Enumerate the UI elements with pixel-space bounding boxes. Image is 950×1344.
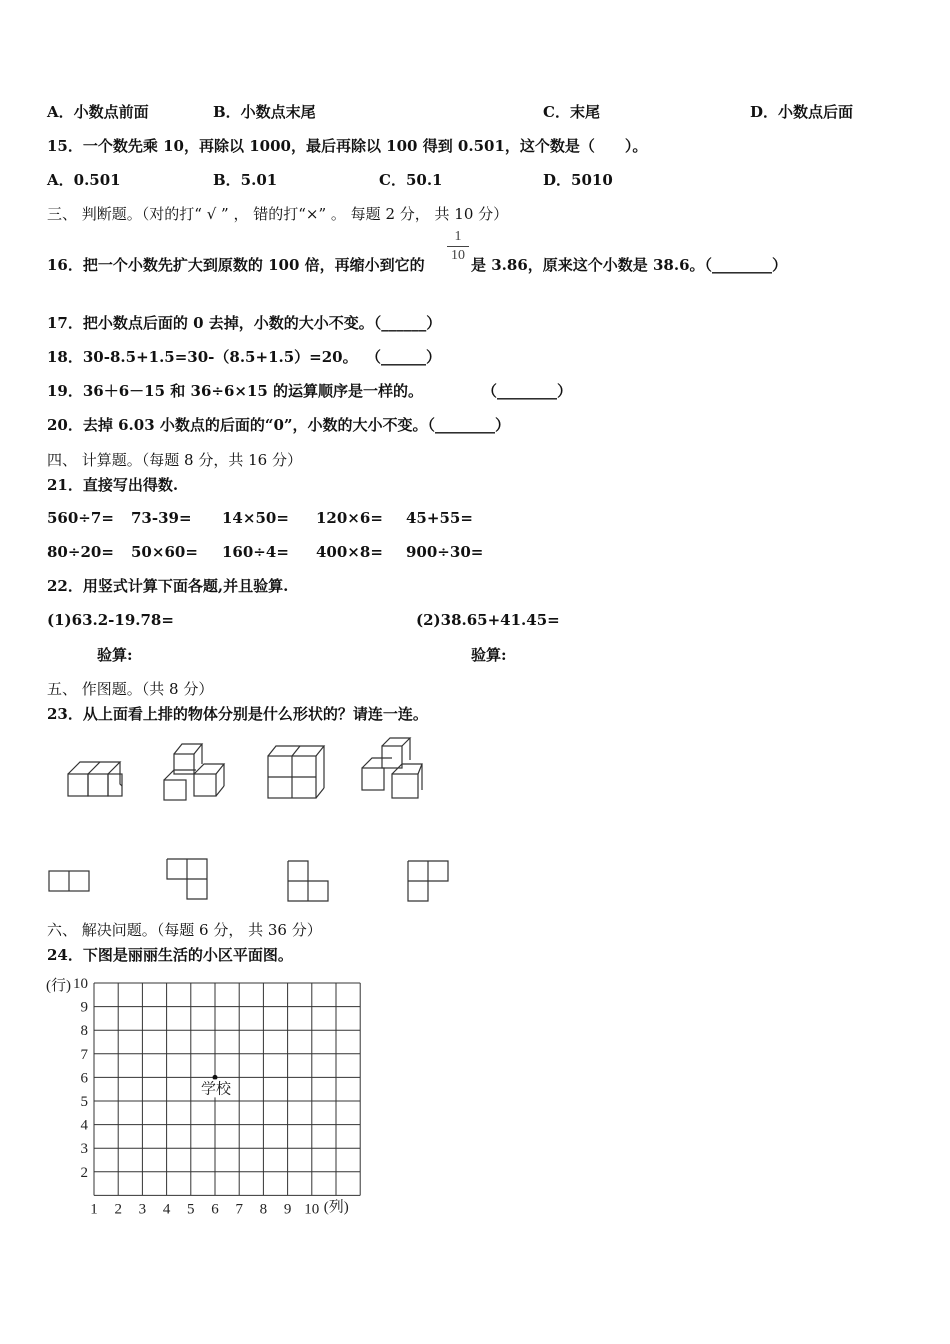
cube-figure-4 (358, 734, 426, 802)
q18-text: 18．30-8.5+1.5=30-（8.5+1.5）=20。 (47, 348, 358, 366)
q21-r1-c1: 560÷7= (47, 509, 114, 527)
row-tick-label: 6 (80, 1070, 88, 1087)
top-view-3 (287, 860, 331, 904)
row-tick-label: 10 (73, 976, 88, 992)
q16-fraction (447, 229, 469, 264)
section-6-heading: 六、 解决问题。（每题 6 分， 共 36 分） (47, 921, 322, 939)
col-tick-label: 7 (235, 1201, 243, 1218)
q16-text-pre: 16．把一个小数先扩大到原数的 100 倍，再缩小到它的 (47, 256, 425, 274)
cube-figure-2 (160, 740, 226, 804)
q21-r2-c1: 80÷20= (47, 543, 114, 561)
top-view-1 (48, 870, 92, 892)
q21-r2-c4: 400×8= (316, 543, 383, 561)
col-tick-label: 9 (283, 1201, 292, 1218)
q16-fraction-denominator: 10 (451, 248, 465, 263)
q21-r2-c2: 50×60= (131, 543, 198, 561)
q18-blank: （______） (366, 348, 442, 366)
q14-option-c: C．末尾 (543, 103, 600, 121)
q15-option-c: C．50.1 (379, 171, 443, 189)
q17-text: 17．把小数点后面的 0 去掉，小数的大小不变。（______） (47, 314, 442, 332)
q21-r2-c5: 900÷30= (406, 543, 484, 561)
row-tick-label: 3 (80, 1141, 88, 1158)
q20-text: 20．去掉 6.03 小数点的后面的“0”，小数的大小不变。（________） (47, 416, 511, 434)
col-tick-label: 6 (211, 1201, 219, 1218)
q19-text: 19．36＋6－15 和 36÷6×15 的运算顺序是一样的。 (47, 382, 424, 400)
top-view-4 (407, 860, 451, 904)
q15-option-b: B．5.01 (213, 171, 278, 189)
section-5-heading: 五、 作图题。（共 8 分） (47, 680, 214, 698)
col-tick-label: 5 (187, 1201, 195, 1218)
q15-option-d: D．5010 (543, 171, 613, 189)
school-label: 学校 (200, 1081, 232, 1098)
row-tick-label: 2 (80, 1164, 88, 1181)
q19-blank: （________） (482, 382, 573, 400)
cube-figure-3 (262, 742, 326, 802)
q21-r1-c2: 73-39= (131, 509, 192, 527)
school-point (213, 1075, 218, 1080)
coordinate-grid (40, 972, 360, 1220)
q21-r1-c4: 120×6= (316, 509, 383, 527)
q22-problem-2: (2)38.65+41.45= (416, 611, 560, 629)
col-axis-label: (列) (323, 1199, 349, 1216)
q22-problem-1: (1)63.2-19.78= (47, 611, 174, 629)
q15-option-a: A．0.501 (47, 171, 121, 189)
cube-figure-1 (62, 752, 126, 802)
col-tick-label: 2 (114, 1201, 122, 1218)
q21-r1-c3: 14×50= (222, 509, 289, 527)
col-tick-label: 3 (138, 1201, 147, 1218)
q22-check-1: 验算: (97, 646, 133, 664)
col-tick-label: 4 (162, 1201, 171, 1218)
row-tick-label: 9 (80, 999, 88, 1016)
row-axis-label: (行) (46, 978, 71, 994)
q21-stem: 21．直接写出得数. (47, 476, 179, 494)
q16-text-post: 是 3.86，原来这个小数是 38.6。（________） (471, 256, 788, 274)
row-tick-label: 4 (80, 1117, 88, 1134)
col-tick-label: 10 (304, 1201, 320, 1218)
section-3-heading: 三、 判断题。（对的打“ √ ” ， 错的打“×” 。 每题 2 分， 共 10 分） (47, 205, 509, 223)
q14-option-b: B．小数点末尾 (213, 103, 316, 121)
q14-option-a: A．小数点前面 (47, 103, 149, 121)
q24-stem: 24．下图是丽丽生活的小区平面图。 (47, 946, 293, 964)
row-tick-label: 5 (80, 1094, 88, 1110)
section-4-heading: 四、 计算题。（每题 8 分，共 16 分） (47, 451, 302, 469)
q21-r1-c5: 45+55= (406, 509, 473, 527)
q21-r2-c3: 160÷4= (222, 543, 289, 561)
row-tick-label: 8 (80, 1023, 88, 1040)
top-view-2 (166, 858, 210, 902)
col-tick-label: 8 (259, 1201, 268, 1218)
q14-option-d: D．小数点后面 (750, 103, 854, 121)
col-tick-label: 1 (90, 1201, 98, 1218)
q23-stem: 23．从上面看上排的物体分别是什么形状的？请连一连。 (47, 705, 428, 723)
row-tick-label: 7 (80, 1046, 88, 1063)
q15-stem: 15．一个数先乘 10，再除以 1000，最后再除以 100 得到 0.501，这个数是（ ）。 (47, 137, 648, 155)
q22-stem: 22．用竖式计算下面各题,并且验算. (47, 577, 289, 595)
q22-check-2: 验算: (471, 646, 507, 664)
q16-fraction-numerator: 1 (454, 229, 462, 244)
